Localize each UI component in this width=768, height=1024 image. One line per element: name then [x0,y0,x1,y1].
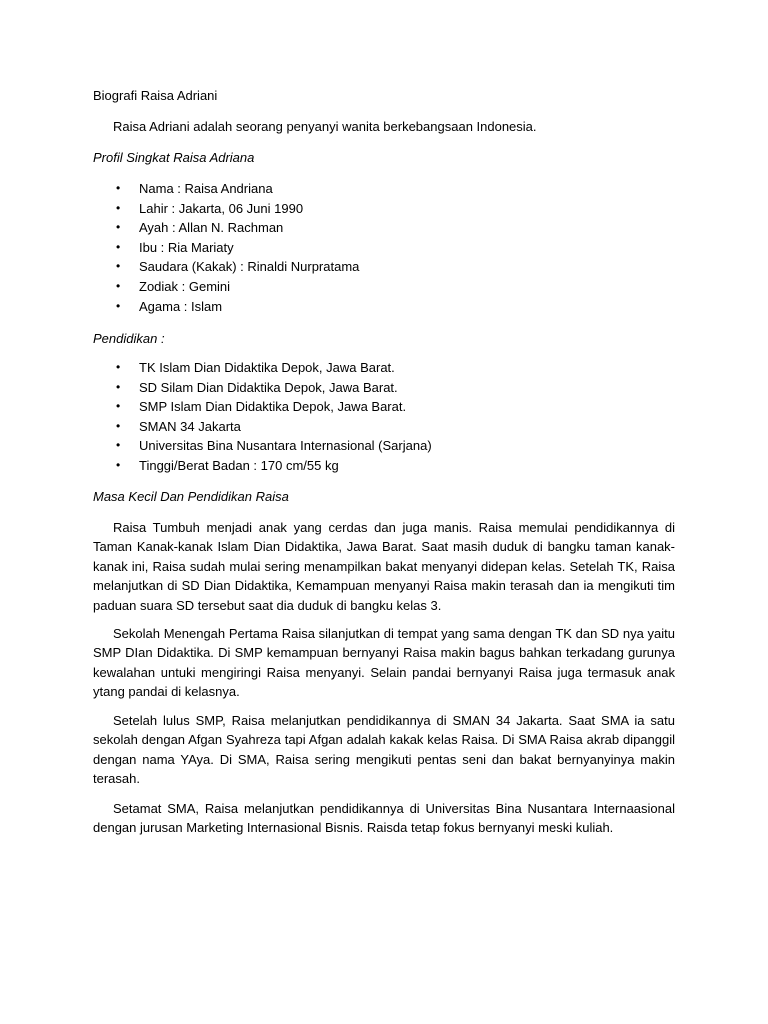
profile-item-father: Ayah : Allan N. Rachman [139,220,284,236]
document-title: Biografi Raisa Adriani [93,88,218,103]
list-item [93,378,653,398]
bullet-icon: • [116,438,121,453]
education-item-smp: SMP Islam Dian Didaktika Depok, Jawa Barat. [139,399,407,415]
paragraph [93,624,675,702]
paragraph [93,711,675,789]
list-item [93,436,653,456]
paragraph-text: Setamat SMA, Raisa melanjutkan pendidikannya di Universitas Bina Nusantara Internaasional dengan jurusan Marketing Internasional Bisnis. Raisda tetap fokus bernyanyi meski kuliah. [93,801,675,836]
education-heading: Pendidikan : [93,331,165,346]
education-item-university: Universitas Bina Nusantara Internasional (Sarjana) [139,438,432,454]
profile-item-zodiac: Zodiak : Gemini [139,278,231,294]
list-item [93,297,653,317]
bullet-icon: • [116,278,121,293]
paragraph [93,799,675,838]
document-page [93,0,675,1024]
list-item [93,257,653,277]
paragraph-text: Sekolah Menengah Pertama Raisa silanjutkan di tempat yang sama dengan TK dan SD nya yaitu SMP DIan Didaktika. Di SMP kemampuan bernyanyi Raisa makin bagus bahkan terkadang gurunya kewalahan untuki mengiringi Raisa menyanyi. Selain pandai bernyanyi Raisa juga termasuk anak ytang pandai di kelasnya. [93,626,675,700]
list-item [93,397,653,417]
profile-item-mother: Ibu : Ria Mariaty [139,239,234,255]
bullet-icon: • [116,181,121,195]
childhood-heading: Masa Kecil Dan Pendidikan Raisa [93,489,289,504]
education-item-height-weight: Tinggi/Berat Badan : 170 cm/55 kg [139,457,339,473]
profile-item-sibling: Saudara (Kakak) : Rinaldi Nurpratama [139,259,360,275]
paragraph-text: Setelah lulus SMP, Raisa melanjutkan pendidikannya di SMAN 34 Jakarta. Saat SMA ia satu sekolah dengan Afgan Syahreza tapi Afgan adalah kakak kelas Raisa. Di SMA Raisa akrab dipanggil dengan nama YAya. Di SMA, Raisa sering mengikuti pentas seni dan bakat bernyanyinya makin terasah. [93,713,675,787]
bullet-icon: • [116,360,121,374]
bullet-icon: • [116,200,121,215]
bullet-icon: • [116,239,121,254]
education-list [93,358,653,476]
education-item-sd: SD Silam Dian Didaktika Depok, Jawa Barat. [139,379,398,395]
bullet-icon: • [116,259,121,274]
intro-text: Raisa Adriani adalah seorang penyanyi wanita berkebangsaan Indonesia. [113,119,537,134]
list-item [93,456,653,476]
list-item [93,358,653,378]
paragraph-text: Raisa Tumbuh menjadi anak yang cerdas dan juga manis. Raisa memulai pendidikannya di Taman Kanak-kanak Islam Dian Didaktika, Jawa Barat. Saat masih duduk di bangku taman kanak-kanak ini, Raisa sudah mulai sering menampilkan bakat menyanyi didepan kelas. Setelah TK, Raisa melanjutkan di SD Dian Didaktika, Kemampuan menyanyi Raisa makin terasah dan ia mengikuti tim paduan suara SD tersebut saat dia duduk di bangku kelas 3. [93,520,675,613]
education-item-tk: TK Islam Dian Didaktika Depok, Jawa Barat. [139,360,395,375]
bullet-icon: • [116,457,121,472]
bullet-icon: • [116,399,121,414]
education-item-sma: SMAN 34 Jakarta [139,418,241,434]
list-item [93,199,653,219]
profile-item-religion: Agama : Islam [139,298,223,314]
bullet-icon: • [116,418,121,433]
list-item [93,277,653,297]
list-item [93,417,653,437]
list-item [93,179,653,199]
bullet-icon: • [116,298,121,313]
profile-item-name: Nama : Raisa Andriana [139,181,273,196]
bullet-icon: • [116,220,121,235]
list-item [93,238,653,258]
profile-heading: Profil Singkat Raisa Adriana [93,150,255,165]
profile-item-birth: Lahir : Jakarta, 06 Juni 1990 [139,200,304,216]
paragraph [93,518,675,615]
bullet-icon: • [116,379,121,394]
profile-list [93,179,653,316]
list-item [93,218,653,238]
